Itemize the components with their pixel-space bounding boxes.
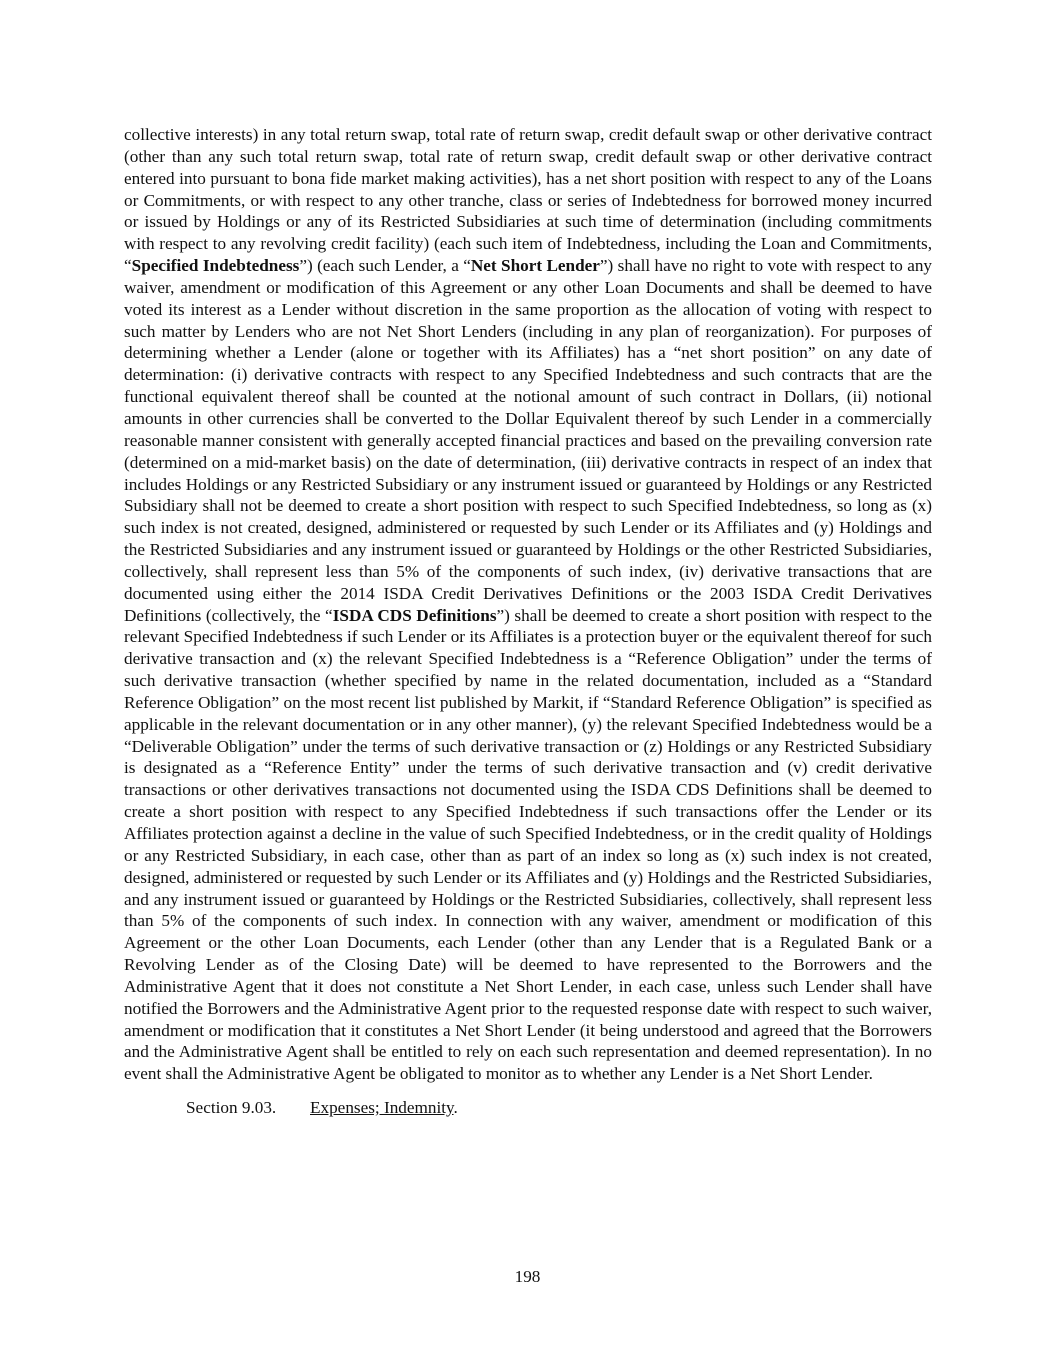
body-text-4: ”) shall be deemed to create a short position with respect to the relevant Specified Indebtedness if such Lender or its Affiliates is a protection buyer or the equivalent thereof for such derivative transaction and (x) the relevant Specified Indebtedness is a “Reference Obligation” under the terms of such derivative transaction (whether specified by name in the related documentation, included as a “Standard Reference Obligation” on the most recent list published by Markit, if “Standard Reference Obligation” is specified as applicable in the relevant documentation or in any other manner), (y) the relevant Specified Indebtedness would be a “Deliverable Obligation” under the terms of such derivative transaction or (z) Holdings or any Restricted Subsidiary is designated as a “Reference Entity” under the terms of such derivative transaction and (v) credit derivative transactions or other derivatives transactions not documented using the ISDA CDS Definitions shall be deemed to create a short position with respect to any Specified Indebtedness if such transactions offer the Lender or its Affiliates protection against a decline in the value of such Specified Indebtedness, or in the credit quality of Holdings or any Restricted Subsidiary, in each case, other than as part of an index so long as (x) such index is not created, designed, administered or requested by such Lender or its Affiliates and (y) Holdings and the Restricted Subsidiaries, and any instrument issued or guaranteed by Holdings or the Restricted Subsidiaries, collectively, shall represent less than 5% of the components of such index. In connection with any waiver, amendment or modification of this Agreement or the other Loan Documents, each Lender (other than any Lender that is a Regulated Bank or a Revolving Lender as of the Closing Date) will be deemed to have represented to the Borrowers and the Administrative Agent that it does not constitute a Net Short Lender, in each case, unless such Lender shall have notified the Borrowers and the Administrative Agent prior to the requested response date with respect to such waiver, amendment or modification that it constitutes a Net Short Lender (it being understood and agreed that the Borrowers and the Administrative Agent shall be entitled to rely on each such representation and deemed representation). In no event shall the Administrative Agent be obligated to monitor as to whether any Lender is a Net Short Lender. [124, 605, 932, 1084]
page-number: 198 [514, 1267, 541, 1286]
body-text-3: ”) shall have no right to vote with respect to any waiver, amendment or modification of this Agreement or any other Loan Documents and shall be deemed to have voted its interest as a Lender without discretion in the same proportion as the allocation of voting with respect to such matter by Lenders who are not Net Short Lenders (including in any plan of reorganization). For purposes of determining whether a Lender (alone or together with its Affiliates) has a “net short position” on any date of determination: (i) derivative contracts with respect to any Specified Indebtedness and such contracts that are the functional equivalent thereof shall be counted at the notional amount of such contract in Dollars, (ii) notional amounts in other currencies shall be converted to the Dollar Equivalent thereof by such Lender in a commercially reasonable manner consistent with generally accepted financial practices and based on the prevailing conversion rate (determined on a mid-market basis) on the date of determination, (iii) derivative contracts in respect of an index that includes Holdings or any Restricted Subsidiary or any instrument issued or guaranteed by Holdings or any Restricted Subsidiary shall not be deemed to create a short position with respect to such Specified Indebtedness, so long as (x) such index is not created, designed, administered or requested by such Lender or its Affiliates and (y) Holdings and the Restricted Subsidiaries and any instrument issued or guaranteed by Holdings or the other Restricted Subsidiaries, collectively, shall represent less than 5% of the components of such index, (iv) derivative transactions that are documented using either the 2014 ISDA Credit Derivatives Definitions or the 2003 ISDA Credit Derivatives Definitions (collectively, the “ [124, 256, 933, 625]
defined-term-isda-cds-definitions: ISDA CDS Definitions [332, 605, 497, 625]
defined-term-specified-indebtedness: Specified Indebtedness [131, 256, 300, 276]
section-number: Section 9.03. [186, 1098, 277, 1118]
body-text-2: ”) (each such Lender, a “ [299, 256, 471, 276]
defined-term-net-short-lender: Net Short Lender [470, 256, 600, 276]
section-heading [186, 1097, 932, 1119]
body-paragraph [124, 124, 932, 1085]
section-title: Expenses; Indemnity [310, 1098, 454, 1118]
document-page [124, 124, 932, 1119]
body-text-1: collective interests) in any total return swap, total rate of return swap, credit default swap or other derivative contract (other than any such total return swap, total rate of return swap, credit default swap or other derivative contract entered into pursuant to bona fide market making activities), has a net short position with respect to any of the Loans or Commitments, or with respect to any other tranche, class or series of Indebtedness for borrowed money incurred or issued by Holdings or any of its Restricted Subsidiaries at such time of determination (including commitments with respect to any revolving credit facility) (each such item of Indebtedness, including the Loan and Commitments, “ [124, 125, 932, 276]
section-title-period: . [453, 1098, 458, 1118]
